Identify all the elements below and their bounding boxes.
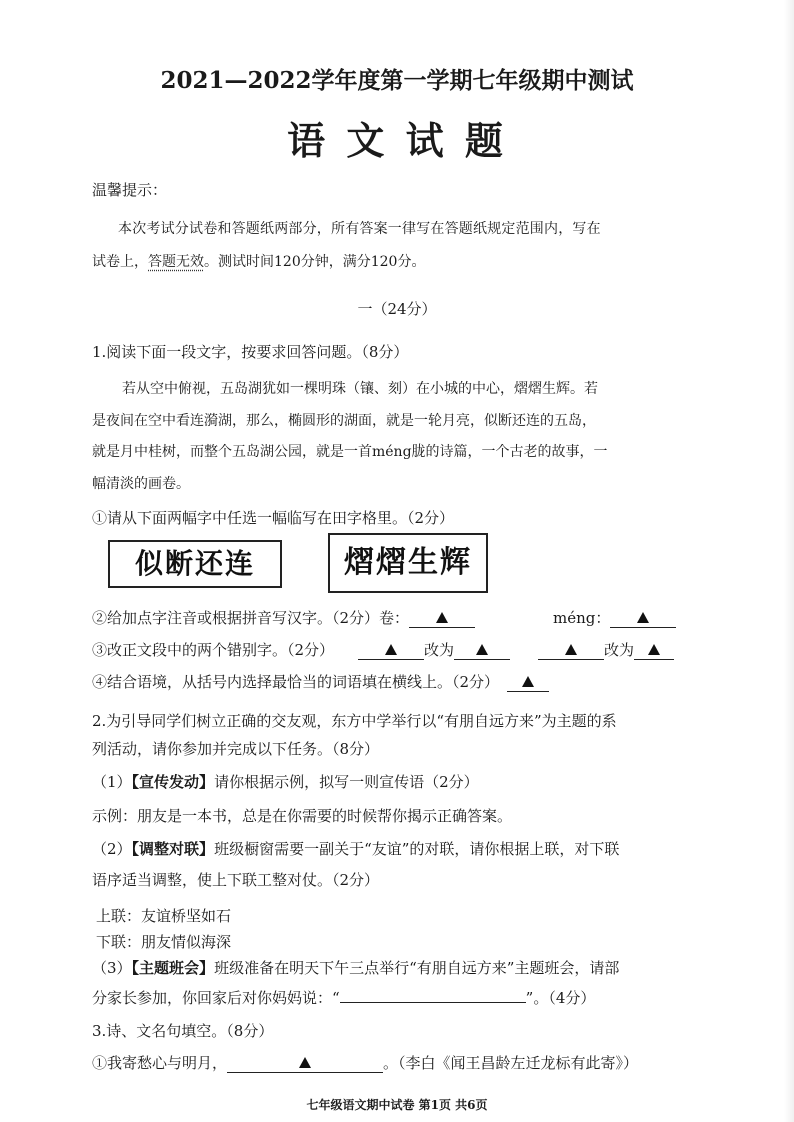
q2-part-2-line-2: 语序适当调整，使上下联工整对仗。（2分） [92,871,380,889]
q1-passage-line-1: 若从空中俯视，五岛湖犹如一棵明珠（镶、刻）在小城的中心，熠熠生辉。若 [122,381,598,397]
answer-blank[interactable] [634,642,674,660]
change-label: 改为 [604,641,635,659]
q2-part-3-line-2b: ”。（4分） [525,989,596,1007]
q2-part-3-line-2 [92,987,595,1008]
q2-part-1-tag: 【宣传发动】 [131,773,215,791]
q2-part-3 [92,957,619,978]
answer-triangle-icon [637,612,649,623]
answer-triangle-icon [565,644,577,655]
q1-sub3: ③改正文段中的两个错别字。（2分） [92,641,335,659]
q2-part-1 [92,771,479,792]
q2-part-1-num: （1） [92,773,132,791]
answer-triangle-icon [385,644,397,655]
q2-part-1-text: 请你根据示例，拟写一则宣传语（2分） [214,773,479,791]
q2-part-3-text: 班级准备在明天下午三点举行“有朋自远方来”主题班会，请部 [214,959,620,977]
q2-stem-line-1: 2.为引导同学们树立正确的交友观，东方中学举行以“有朋自远方来”为主题的系 [92,712,617,730]
change-label: 改为 [424,641,455,659]
tips-line-2c: 。测试时间120分钟，满分120分。 [204,254,426,270]
q2-part-2-tag: 【调整对联】 [131,840,215,858]
q2-stem-line-2: 列活动，请你参加并完成以下任务。（8分） [92,740,380,758]
answer-triangle-icon [476,644,488,655]
q2-example: 示例：朋友是一本书，总是在你需要的时候帮你揭示正确答案。 [92,807,513,825]
couplet-lower: 下联：朋友情似海深 [96,933,232,951]
answer-triangle-icon [299,1057,311,1068]
q1-sub2 [92,607,475,628]
q1-sub4 [92,671,549,692]
q2-part-2-text: 班级橱窗需要一副关于“友谊”的对联，请你根据上联，对下联 [214,840,620,858]
answer-triangle-icon [436,612,448,623]
q2-part-3-tag: 【主题班会】 [131,959,215,977]
answer-blank[interactable] [358,642,424,660]
tips-line-2 [92,251,425,271]
q3-line-1a: ①我寄愁心与明月， [92,1054,228,1072]
q1-sub2-pinyin [553,607,676,628]
answer-blank[interactable] [409,610,475,628]
calligraphy-sample-1: 似断还连 [108,540,282,588]
answer-blank[interactable] [507,674,549,692]
couplet-upper: 上联：友谊桥坚如石 [96,907,232,925]
q1-passage-line-2: 是夜间在空中看连漪湖，那么，椭圆形的湖面，就是一轮月亮，似断还连的五岛， [92,413,596,429]
q1-sub3-correction-1 [358,639,510,660]
q3-line-1b: 。（李白《闻王昌龄左迁龙标有此寄》） [383,1054,639,1072]
answer-blank[interactable] [340,1002,526,1003]
q2-part-3-num: （3） [92,959,132,977]
q1-sub3-correction-2 [538,639,674,660]
scan-edge [784,0,794,1122]
q1-sub1: ①请从下面两幅字中任选一幅临写在田字格里。（2分） [92,509,455,527]
exam-title: 2021—2022学年度第一学期七年级期中测试 [160,67,634,94]
answer-triangle-icon [648,644,660,655]
q3-stem: 3.诗、文名句填空。（8分） [92,1022,274,1040]
answer-blank[interactable] [538,642,604,660]
answer-blank[interactable] [610,610,676,628]
q2-part-2-num: （2） [92,840,132,858]
answer-blank[interactable] [227,1055,383,1073]
subject-title: 语 文 试 题 [287,118,507,163]
q1-passage-line-3: 就是月中桂树，而整个五岛湖公园，就是一首méng胧的诗篇，一个古老的故事，一 [92,444,608,460]
tips-line-1: 本次考试分试卷和答题纸两部分，所有答案一律写在答题纸规定范围内，写在 [118,221,601,237]
q2-part-2 [92,838,619,859]
q1-passage-line-4: 幅清淡的画卷。 [92,476,190,492]
page-footer: 七年级语文期中试卷 第1页 共6页 [306,1098,488,1112]
tips-emphasis: 答题无效 [148,254,204,270]
answer-blank[interactable] [454,642,510,660]
q1-sub2-text: ②给加点字注音或根据拼音写汉字。（2分）卷： [92,609,410,627]
tips-line-2a: 试卷上， [92,254,148,270]
answer-triangle-icon [522,676,534,687]
q1-stem: 1.阅读下面一段文字，按要求回答问题。（8分） [92,343,409,361]
q1-sub4-text: ④结合语境，从括号内选择最恰当的词语填在横线上。（2分） [92,673,500,691]
q3-line-1 [92,1052,638,1073]
tips-label: 温馨提示： [92,181,168,199]
q2-part-3-line-2a: 分家长参加，你回家后对你妈妈说：“ [92,989,340,1007]
calligraphy-sample-2: 熠熠生辉 [328,533,488,593]
pinyin-label: méng： [553,609,611,627]
section-one-heading: 一（24分） [357,300,437,318]
